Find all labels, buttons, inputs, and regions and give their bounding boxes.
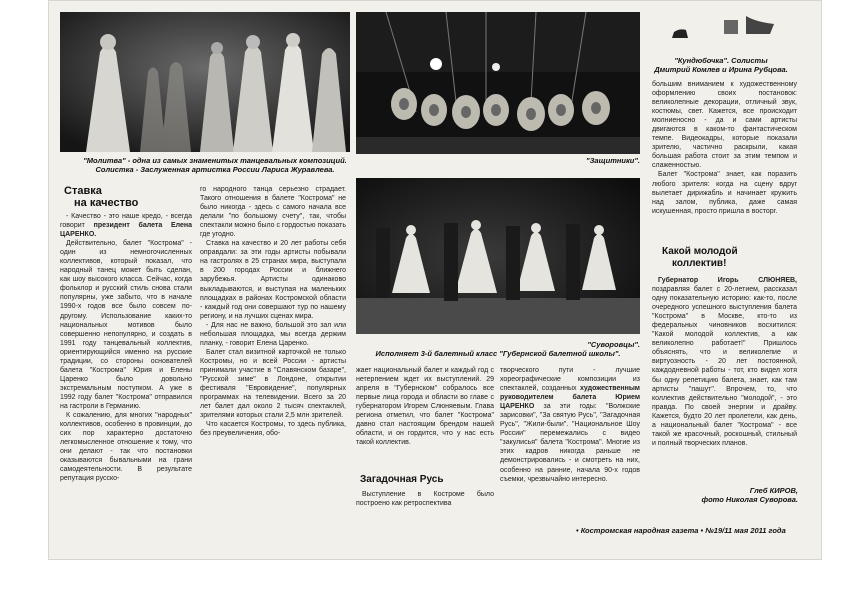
caption-molitva-title: "Молитва" - одна из самых знаменитых танцевальных композиций.	[83, 156, 347, 165]
photo-suvorovtsy	[356, 178, 640, 334]
subheading-zagadochnaya-rus: Загадочная Русь	[360, 474, 444, 485]
caption-zashchitniki-text: "Защитники".	[586, 156, 640, 165]
caption-kundyubochka-title: "Кундюбочка". Солисты	[674, 56, 768, 65]
photo-molitva-image	[60, 12, 350, 152]
col1-paragraph-1	[60, 212, 192, 239]
col4-paragraph-1	[500, 366, 640, 484]
article-column-1	[60, 212, 192, 520]
article-column-5b	[652, 276, 797, 484]
signature-author: Глеб КИРОВ,	[749, 486, 798, 495]
caption-kundyubochka	[646, 56, 796, 74]
col2-paragraph-4: Балет стал визитной карточкой не только Костромы, но и всей России - артисты принимали участие в "Славянском базаре", "Русской зиме" в Лондоне, открытии фестиваля "Евровидение", популярных программах на телевидении. Всего за 20 лет балет дал около 2 тысяч спектаклей, зрителями которых стали 2,5 млн зрителей.	[200, 348, 346, 420]
col1-paragraph-2: Действительно, балет "Кострома" - один из немногочисленных коллективов, который показал, что народный танец может быть сделан, как шоу высокого класса. Сейчас, когда фольклор и русский стиль снова стали популярны, уже забыто, что в начале 1990-х годов все было совсем по-другому. Использование каких-то национальных мотивов было совершенно непопулярно, и создать в 1991 году танцевальный коллектив, ориентирующийся именно на русские традиции, со стороны основателей балета "Кострома" Юрия и Елены Царенко было довольно экстремальным поступком. А уже в 1992 году балет "Кострома" отправился на гастроли в Германию.	[60, 240, 192, 410]
photo-kundyubochka	[646, 12, 796, 46]
article-signature	[652, 486, 798, 504]
article-heading	[64, 185, 184, 209]
col3b-paragraph-1: Выступление в Костроме было построено как ретроспектива	[356, 491, 494, 508]
col4-p1-bold: художественным руководителем балета Юрием ЦАРЕНКО	[500, 385, 640, 411]
article-column-2	[200, 185, 346, 530]
col2-paragraph-3: - Для нас не важно, большой это зал или небольшая площадка, мы всегда держим планку, - говорит Елена Царенко.	[200, 321, 346, 347]
heading-kakoy-molodoy-line2: коллектив!	[672, 258, 727, 269]
col2-paragraph-1: го народного танца серьезно страдает. Такого отношения в балете "Кострома" не было никогда - здесь с самого начала все делали "по большому счету", так, чтобы спектакли можно было с гордостью показать где угодно.	[200, 186, 346, 239]
article-column-5	[652, 80, 797, 238]
signature-photo: фото Николая Суворова.	[701, 495, 798, 504]
caption-suvorovtsy-title: "Суворовцы".	[587, 340, 640, 349]
photo-suvorovtsy-image	[356, 178, 640, 334]
heading-kakoy-molodoy	[662, 246, 802, 270]
caption-suvorovtsy	[356, 340, 640, 358]
col3-paragraph-1: жает национальный балет и каждый год с нетерпением ждет их выступлений. 29 апреля в "Губернском" собралось все первые лица города и области во главе с губернатором Игорем Слюняевым. Глава региона отметил, что балет "Кострома" давно стал настоящим брендом нашей области, и он гордится, что у нас есть такой коллектив.	[356, 367, 494, 447]
caption-molitva-credit: Солистка - Заслуженная артистка России Лариса Журавлева.	[95, 165, 335, 174]
col5-paragraph-1: большим вниманием к художественному оформлению своих постановок: великолепные декорации, отличный звук, костюмы, свет. Кажется, все происходит молниеносно - да и сами артисты двигаются в каком-то фантастическом темпе. Видеокадры, которые показали зрителю, частично раскрыли, какая большая работа стоит за этим темпом и слаженностью.	[652, 81, 797, 170]
article-heading-line2: на качество	[74, 197, 139, 209]
col1-p1-bold: президент балета Елена ЦАРЕНКО.	[60, 222, 192, 239]
photo-zashchitniki-image	[356, 12, 640, 154]
caption-zashchitniki	[560, 156, 640, 165]
col5b-p1-bold: Губернатор Игорь СЛЮНЯЕВ,	[658, 277, 797, 284]
col4-p1-text-c: за эти годы: "Волжские зарисовки", "За святую Русь", "Загадочная Русь", "Жили-были". "Национальное Шоу России" перемежались с видео "закулисья" балета "Кострома". Многие из этих кадров никогда раньше не демонстрировались - и смотреть на них, особенно на ранние, начала 90-х годов съемки, чрезвычайно интересно.	[500, 403, 640, 483]
photo-zashchitniki	[356, 12, 640, 154]
article-column-4	[500, 366, 640, 526]
article-column-3	[356, 366, 494, 466]
heading-kakoy-molodoy-line1: Какой молодой	[662, 246, 738, 257]
col2-paragraph-2: Ставка на качество и 20 лет работы себя оправдали: за эти годы артисты побывали на гастролях в 25 странах мира, выступали в 200 городах России и ближнего зарубежья. Артисты одинаково выкладываются, и выступая на маленьких площадках в районах Костромской области - каждый год они совершают тур по нашему региону, и на лучших сценах мира.	[200, 240, 346, 320]
col1-p1-text: - Качество - это наше кредо, - всегда говорит	[60, 213, 192, 230]
col5b-paragraph-1	[652, 276, 797, 448]
caption-kundyubochka-credit: Дмитрий Комлев и Ирина Рубцова.	[654, 65, 788, 74]
col1-paragraph-3: К сожалению, для многих "народных" коллективов, особенно в провинции, до сих пор характерно достаточно легкомысленное отношение к тому, что они делают - так что постановки оказываются бывальными на грани самодеятельности. В результате репутация русско-	[60, 412, 192, 483]
photo-kundyubochka-image	[646, 12, 796, 46]
page-footer: • Костромская народная газета • №19/11 мая 2011 года	[576, 526, 786, 535]
caption-molitva	[80, 156, 350, 174]
col2-paragraph-5: Что касается Костромы, то здесь публика, без преувеличения, обо-	[200, 421, 346, 438]
article-column-3b	[356, 490, 494, 530]
caption-suvorovtsy-credit: Исполняет 3-й балетный класс "Губернской балетной школы".	[375, 349, 621, 358]
col5b-p1-text: поздравляя балет с 20-летием, рассказал одну показательную историю: как-то, после очередного успешного выступления балета "Кострома" в Москве, кто-то из федеральных чиновников восхитился: "Какой молодой коллектив, а как великолепно работает!" Пришлось объяснять, что и великолепие и виртуозность - 20 лет постоянной, каждодневной работы - тот, кто видел хотя бы одну репетицию балета, знает, как там артисты "пашут". Впрочем, то, что коллектив действительно "молодой", - это правда. По своей энергии и драйву. Кажется, будто 20 лет пролетели, как день, а национальный балет "Кострома" - все такой же красочный, роскошный, стильный и полный творческих планов.	[652, 286, 797, 447]
photo-molitva	[60, 12, 350, 152]
article-heading-line1: Ставка	[64, 185, 102, 197]
col5-paragraph-2: Балет "Кострома" знает, как поразить любого зрителя: когда на сцену вдруг вылетает дирижабль и начинает кружить над залом, публика, даже самая искушенная, просто пришла в восторг.	[652, 171, 797, 215]
col4-p1-text-a: творческого пути - лучшие хореографические композиции из спектаклей, созданных	[500, 367, 640, 393]
